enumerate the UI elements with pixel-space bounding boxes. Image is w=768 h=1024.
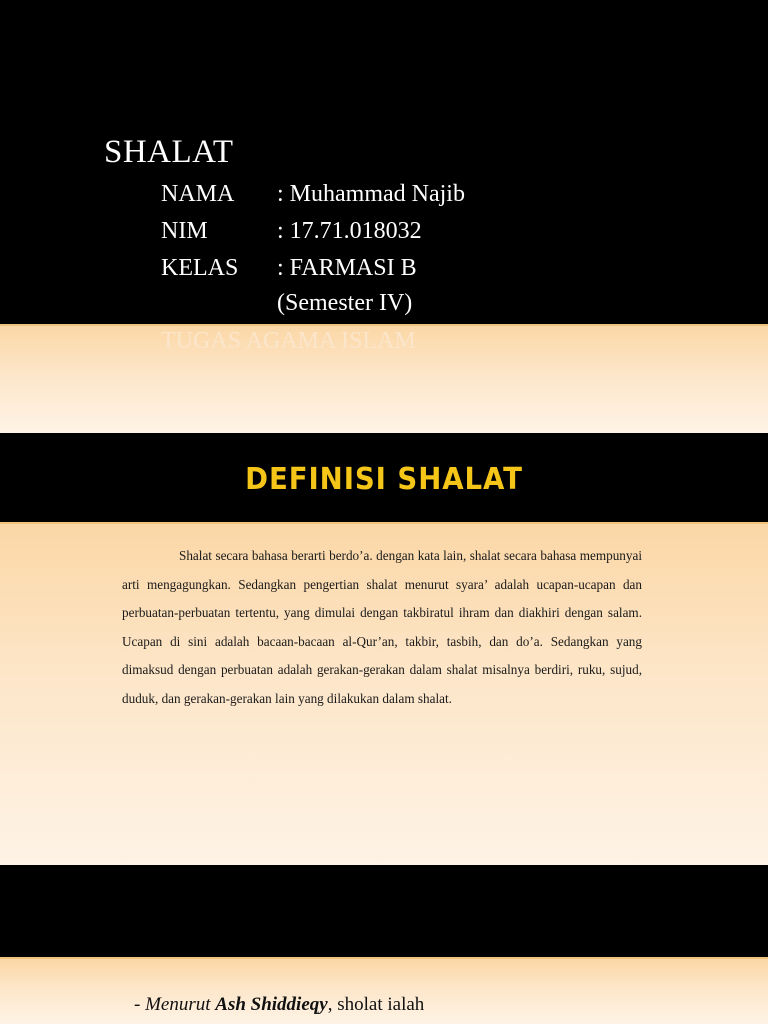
info-row-nim [161,218,422,245]
info-value-kelas: : FARMASI B [277,255,417,281]
info-value-nim: : 17.71.018032 [277,218,422,244]
info-value-nama: : Muhammad Najib [277,181,465,207]
info-row-nama [161,181,465,208]
info-label-nim: NIM [161,218,208,244]
slide3-rest: , sholat ialah [327,994,425,1015]
slide1-title: SHALAT [104,134,234,170]
info-row-kelas [161,255,417,282]
info-label-kelas: KELAS [161,255,239,281]
slide3-author-name: Ash Shiddieqy [215,994,328,1015]
semester-text: (Semester IV) [277,290,413,316]
slide3-menurut: Menurut [145,994,216,1015]
slide3-dash: - [134,994,146,1015]
slide2-title: DEFINISI SHALAT [245,462,523,497]
slide2-paragraph: Shalat secara bahasa berarti berdo’a. dengan kata lain, shalat secara bahasa mempunyai arti mengagungkan. Sedangkan pengertian shalat menurut syara’ adalah ucapan-ucapan dan perbuatan-perbuatan tertentu, yang dimulai dengan takbiratul ihram dan diakhiri dengan salam. Ucapan di sini adalah bacaan-bacaan al-Qur’an, takbir, tasbih, dan do’a. Sedangkan yang dimaksud dengan perbuatan adalah gerakan-gerakan dalam shalat misalnya berdiri, ruku, sujud, duduk, dan gerakan-gerakan lain yang dilakukan dalam shalat. [122,548,642,706]
slide3-title-band [0,865,768,957]
slide1-subtitle: TUGAS AGAMA ISLAM [161,328,416,354]
slide3-text-line [134,994,424,1016]
info-label-nama: NAMA [161,181,235,207]
